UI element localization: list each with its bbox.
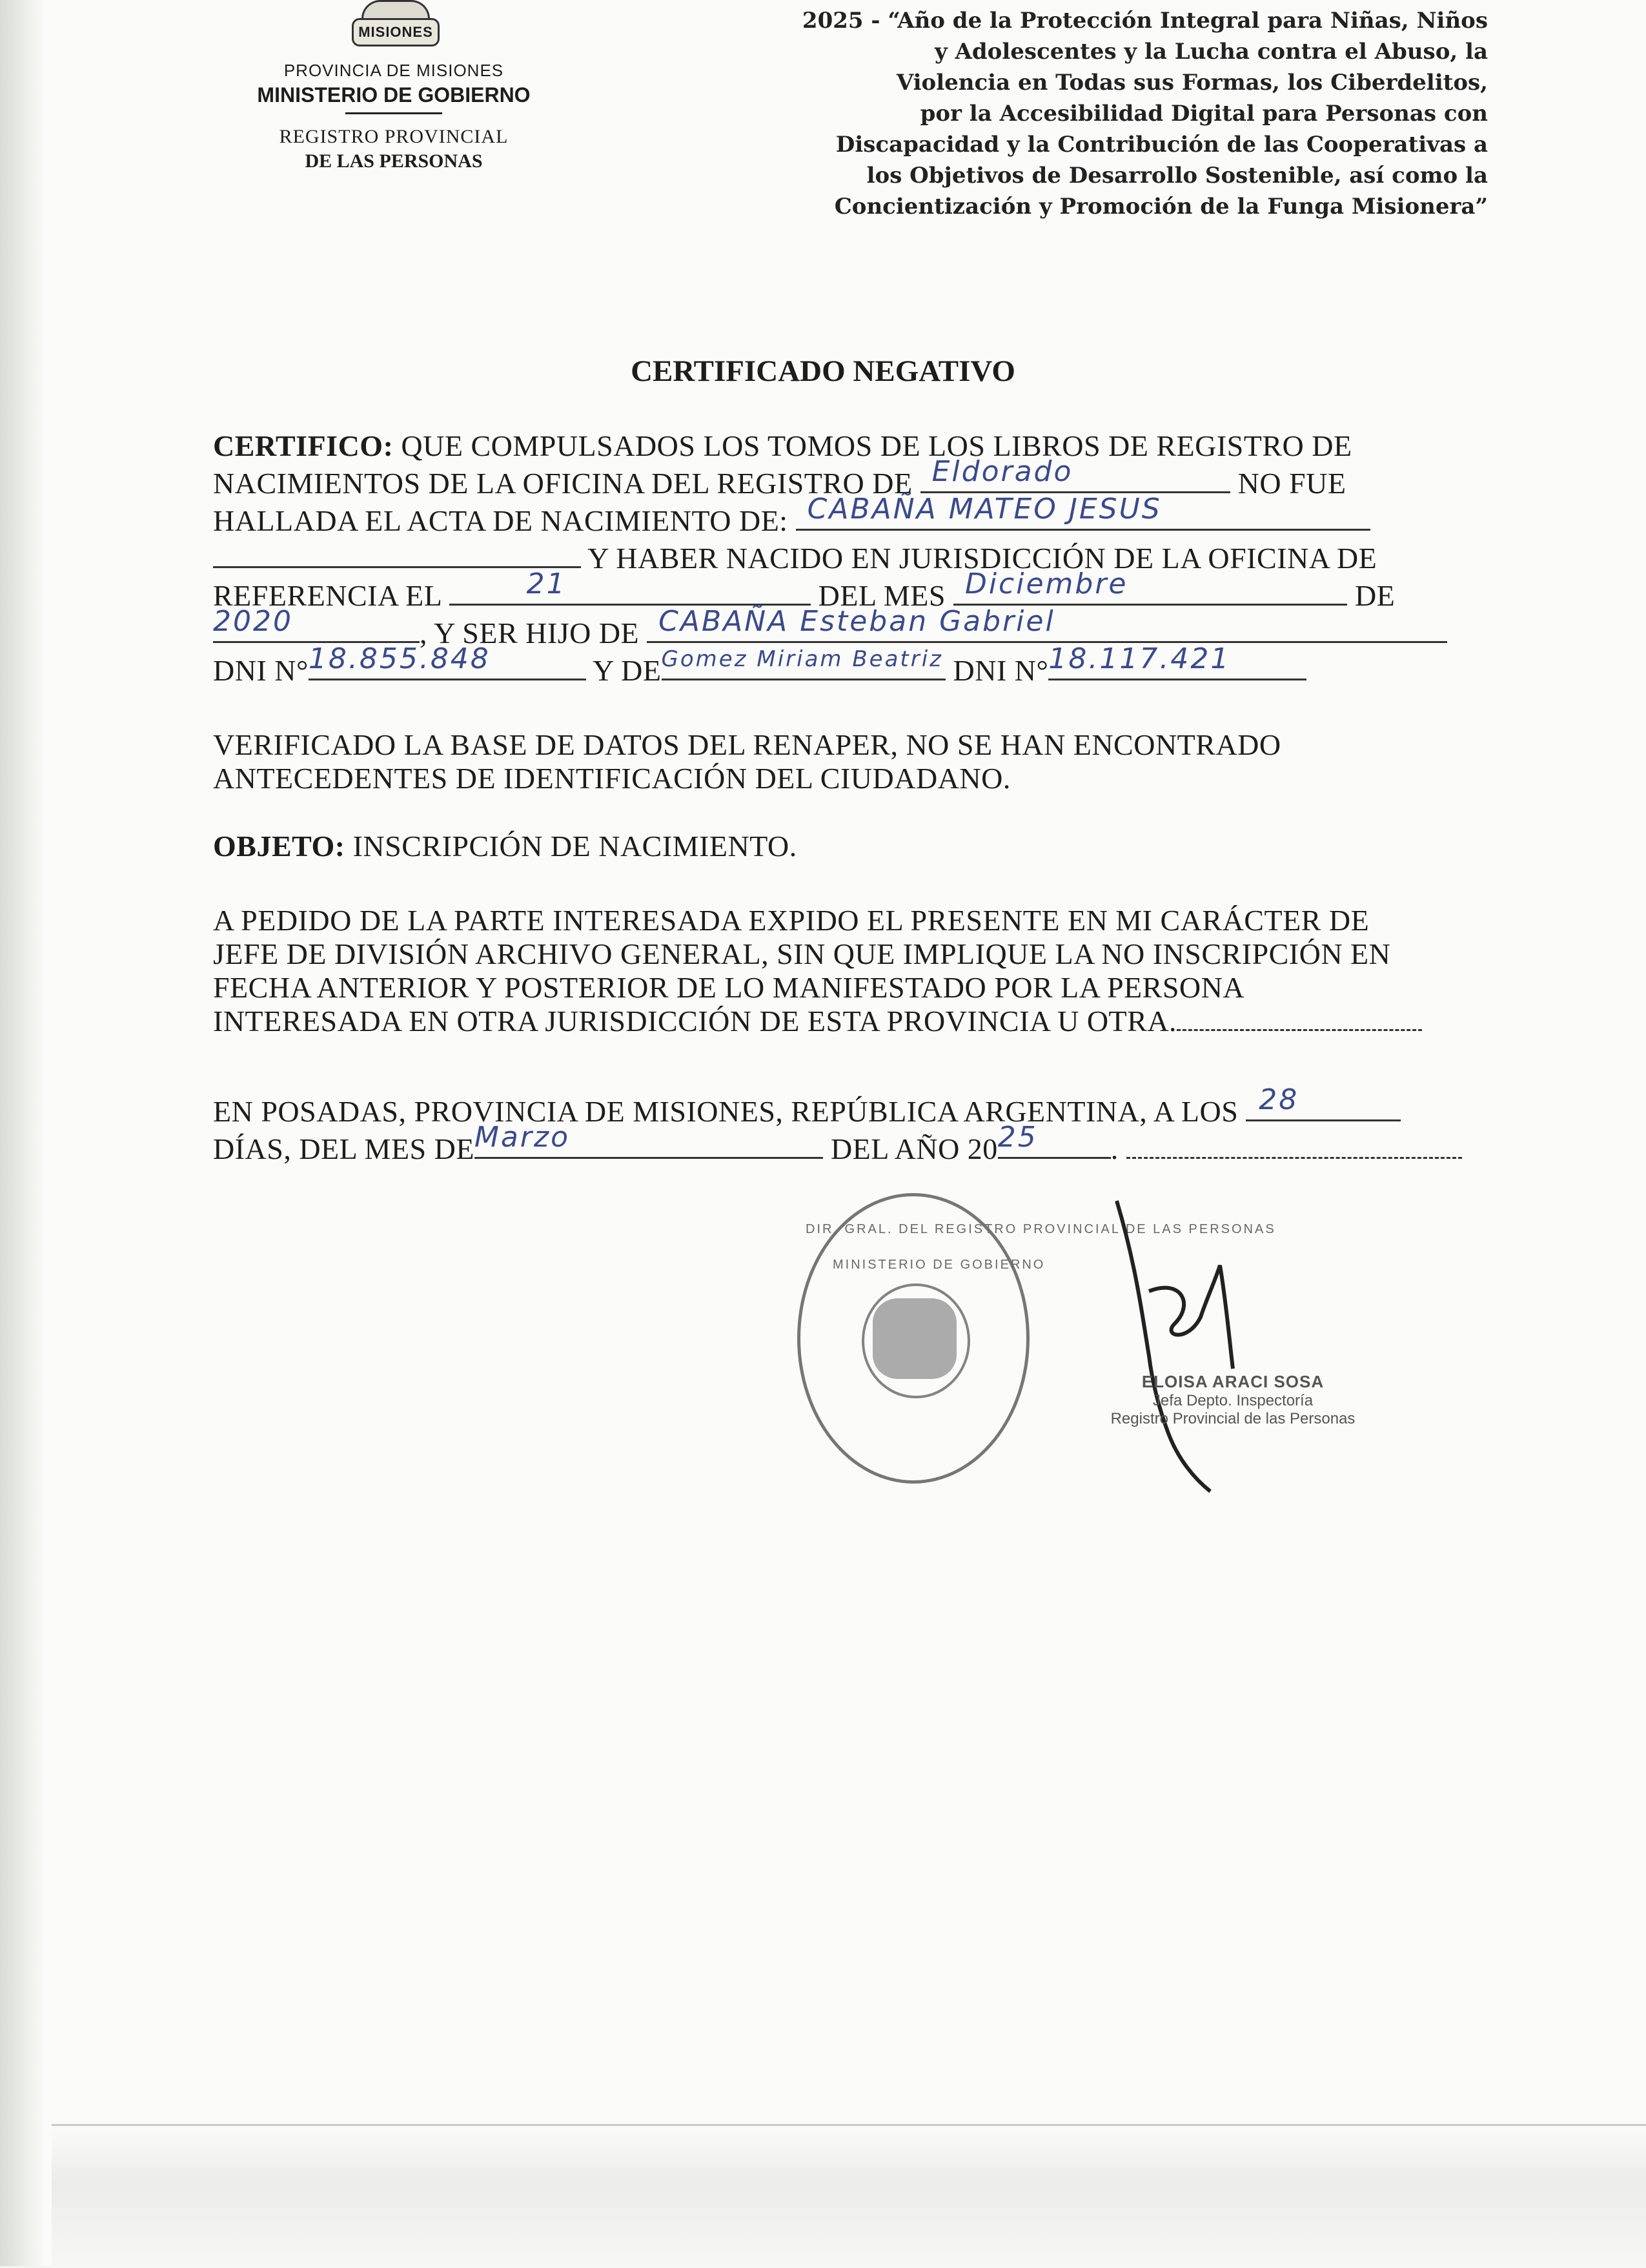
fecha-text: DEL AÑO 20 — [830, 1132, 998, 1165]
mother-name-value: Gomez Miriam Beatriz — [661, 646, 944, 672]
birth-year-field — [213, 605, 420, 643]
motto-line: Concientización y Promoción de la Funga Misionera” — [834, 194, 1488, 220]
province-name: PROVINCIA DE MISIONES — [283, 61, 504, 80]
certifico-text: , Y SER HIJO DE — [420, 617, 640, 649]
mother-dni-value: 18.117.421 — [1048, 642, 1231, 675]
letterhead — [213, 0, 574, 172]
blank-field — [213, 538, 581, 568]
birth-month-value: Diciembre — [964, 567, 1128, 600]
motto-line: los Objetivos de Desarrollo Sostenible, así como la — [866, 163, 1488, 189]
dash-filler — [1126, 1132, 1462, 1159]
province-emblem-icon — [345, 0, 442, 52]
signer-role: Jefa Depto. Inspectoría — [1152, 1392, 1314, 1409]
registry-line-1: REGISTRO PROVINCIAL — [279, 126, 509, 147]
certifico-paragraph — [213, 429, 1472, 688]
father-dni-field — [308, 642, 586, 680]
certifico-text: HALLADA EL ACTA DE NACIMIENTO DE: — [213, 504, 788, 537]
birth-day-value: 21 — [526, 567, 567, 600]
pedido-line: JEFE DE DIVISIÓN ARCHIVO GENERAL, SIN QUE IMPLIQUE LA NO INSCRIPCIÓN EN — [213, 937, 1391, 970]
pedido-line: INTERESADA EN OTRA JURISDICCIÓN DE ESTA PROVINCIA U OTRA. — [213, 1005, 1177, 1037]
signer-name: ELOISA ARACI SOSA — [1141, 1372, 1325, 1391]
certifico-text: Y HABER NACIDO EN JURISDICCIÓN DE LA OFICINA DE — [587, 542, 1377, 575]
letterhead-divider — [345, 112, 442, 114]
document-title: CERTIFICADO NEGATIVO — [631, 354, 1015, 388]
birth-month-field — [953, 567, 1347, 606]
signer-office: Registro Provincial de las Personas — [1110, 1410, 1356, 1427]
certifico-text: DE — [1354, 579, 1396, 612]
issue-day-value: 28 — [1259, 1083, 1299, 1116]
verificado-line: VERIFICADO LA BASE DE DATOS DEL RENAPER, NO SE HAN ENCONTRADO — [213, 728, 1281, 761]
pedido-paragraph — [213, 904, 1472, 1038]
father-dni-value: 18.855.848 — [308, 642, 491, 675]
pedido-line: A PEDIDO DE LA PARTE INTERESADA EXPIDO EL PRESENTE EN MI CARÁCTER DE — [213, 904, 1370, 937]
office-value: Eldorado — [931, 455, 1073, 488]
ministry-name: MINISTERIO DE GOBIERNO — [257, 83, 531, 107]
office-field — [920, 455, 1230, 493]
seal-icon — [873, 1298, 957, 1379]
certifico-text: DEL MES — [818, 579, 946, 612]
birth-year-value: 2020 — [213, 605, 293, 638]
issue-month-value: Marzo — [474, 1121, 570, 1154]
year-motto — [675, 5, 1488, 222]
dash-filler — [1177, 1005, 1422, 1031]
stamp-outer-text: DIR. GRAL. DEL REGISTRO PROVINCIAL DE LAS PERSONAS — [806, 1222, 1276, 1236]
emblem-label: MISIONES — [352, 18, 440, 46]
mother-dni-field — [1048, 642, 1306, 680]
stamp-inner-text: MINISTERIO DE GOBIERNO — [833, 1258, 1046, 1272]
motto-line: y Adolescentes y la Lucha contra el Abuso, la — [934, 39, 1488, 65]
father-name-value: CABAÑA Esteban Gabriel — [658, 605, 1055, 638]
scan-edge-left — [0, 0, 45, 2266]
fecha-text: EN POSADAS, PROVINCIA DE MISIONES, REPÚBLICA ARGENTINA, A LOS — [213, 1095, 1239, 1128]
issue-day-field — [1246, 1083, 1401, 1121]
birth-day-field — [449, 567, 811, 606]
certifico-label: CERTIFICO: — [213, 429, 394, 462]
certifico-text: DNI N° — [213, 654, 309, 687]
child-name-value: CABAÑA MATEO JESUS — [807, 493, 1162, 526]
certifico-text: NACIMIENTOS DE LA OFICINA DEL REGISTRO DE — [213, 467, 913, 500]
certifico-text: REFERENCIA EL — [213, 579, 442, 612]
certifico-text: DNI N° — [953, 654, 1049, 687]
objeto-label: OBJETO: — [213, 830, 345, 863]
issue-year-field — [997, 1121, 1111, 1159]
signer-block — [1052, 1372, 1414, 1428]
objeto-paragraph — [213, 830, 1472, 863]
motto-line: Violencia en Todas sus Formas, los Ciberdelitos, — [896, 70, 1488, 96]
fecha-paragraph: EN POSADAS, PROVINCIA DE MISIONES, REPÚBLICA ARGENTINA, A LOS 28 DÍAS, DEL MES DE Marzo DEL AÑO 20 25 . — [213, 1091, 1472, 1166]
mother-name-field — [661, 646, 946, 680]
handwritten-signature — [1097, 1188, 1259, 1498]
objeto-text: INSCRIPCIÓN DE NACIMIENTO. — [352, 830, 797, 863]
scan-edge-bottom — [52, 2124, 1646, 2268]
issue-month-field — [474, 1121, 823, 1159]
motto-line: Discapacidad y la Contribución de las Cooperativas a — [835, 132, 1488, 158]
pedido-line: FECHA ANTERIOR Y POSTERIOR DE LO MANIFESTADO POR LA PERSONA — [213, 971, 1245, 1004]
registry-line-2: DE LAS PERSONAS — [305, 150, 483, 172]
motto-line: 2025 - “Año de la Protección Integral para Niñas, Niños — [802, 8, 1488, 34]
father-name-field — [647, 605, 1447, 643]
certifico-text: Y DE — [593, 654, 662, 687]
issue-year-value: 25 — [997, 1121, 1038, 1154]
verificado-line: ANTECEDENTES DE IDENTIFICACIÓN DEL CIUDADANO. — [213, 762, 1011, 795]
verificado-paragraph — [213, 728, 1472, 795]
certifico-text: NO FUE — [1237, 467, 1346, 500]
fecha-text: DÍAS, DEL MES DE — [213, 1132, 474, 1165]
certifico-text: QUE COMPULSADOS LOS TOMOS DE LOS LIBROS DE REGISTRO DE — [401, 429, 1352, 462]
child-name-field — [796, 493, 1370, 531]
motto-line: por la Accesibilidad Digital para Personas con — [920, 101, 1488, 127]
